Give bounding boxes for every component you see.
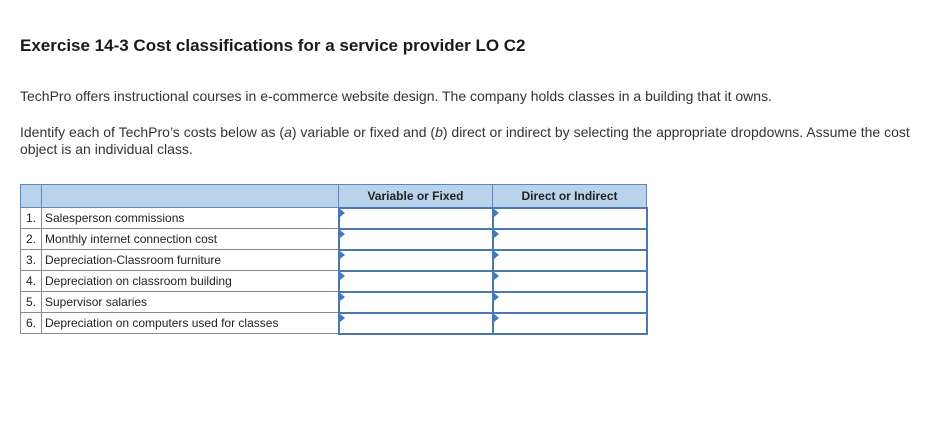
direct-or-indirect-dropdown[interactable] xyxy=(493,229,647,250)
instructions-a: a xyxy=(284,124,292,140)
header-num xyxy=(21,185,42,208)
cost-item-label: Salesperson commissions xyxy=(42,208,339,229)
cost-classification-table xyxy=(20,184,648,335)
direct-or-indirect-dropdown[interactable] xyxy=(493,250,647,271)
cost-item-label: Depreciation on computers used for classes xyxy=(42,313,339,334)
variable-or-fixed-dropdown[interactable] xyxy=(339,250,493,271)
dropdown-marker-icon xyxy=(494,314,499,322)
cost-item-label: Monthly internet connection cost xyxy=(42,229,339,250)
variable-or-fixed-dropdown[interactable] xyxy=(339,292,493,313)
table-row xyxy=(21,292,647,313)
cost-item-label: Supervisor salaries xyxy=(42,292,339,313)
instructions-b: b xyxy=(435,124,443,140)
row-number: 5. xyxy=(21,292,42,313)
variable-or-fixed-dropdown[interactable] xyxy=(339,271,493,292)
dropdown-marker-icon xyxy=(494,251,499,259)
dropdown-marker-icon xyxy=(340,272,345,280)
header-direct-or-indirect: Direct or Indirect xyxy=(493,185,647,208)
dropdown-marker-icon xyxy=(340,314,345,322)
table-row xyxy=(21,250,647,271)
instructions-part2: ) variable or fixed and ( xyxy=(291,124,436,140)
header-variable-or-fixed: Variable or Fixed xyxy=(339,185,493,208)
intro-text: TechPro offers instructional courses in e-commerce website design. The company holds classes in a building that it owns. xyxy=(20,88,772,104)
variable-or-fixed-dropdown[interactable] xyxy=(339,229,493,250)
dropdown-marker-icon xyxy=(494,209,499,217)
direct-or-indirect-dropdown[interactable] xyxy=(493,271,647,292)
row-number: 2. xyxy=(21,229,42,250)
dropdown-marker-icon xyxy=(494,272,499,280)
dropdown-marker-icon xyxy=(340,251,345,259)
cost-item-label: Depreciation on classroom building xyxy=(42,271,339,292)
table-row xyxy=(21,271,647,292)
dropdown-marker-icon xyxy=(340,209,345,217)
instructions-part1: Identify each of TechPro’s costs below as ( xyxy=(20,124,285,140)
dropdown-marker-icon xyxy=(494,293,499,301)
dropdown-marker-icon xyxy=(340,293,345,301)
exercise-title: Exercise 14-3 Cost classifications for a service provider LO C2 xyxy=(20,36,526,55)
table-header-row xyxy=(21,185,647,208)
direct-or-indirect-dropdown[interactable] xyxy=(493,313,647,334)
cost-item-label: Depreciation-Classroom furniture xyxy=(42,250,339,271)
direct-or-indirect-dropdown[interactable] xyxy=(493,292,647,313)
dropdown-marker-icon xyxy=(340,230,345,238)
row-number: 6. xyxy=(21,313,42,334)
variable-or-fixed-dropdown[interactable] xyxy=(339,208,493,229)
table-row xyxy=(21,313,647,334)
instructions-part3: ) direct or indirect by selecting the appropriate dropdowns. Assume the cost object is an individual class. xyxy=(20,124,910,157)
header-item xyxy=(42,185,339,208)
table-row xyxy=(21,208,647,229)
row-number: 3. xyxy=(21,250,42,271)
row-number: 4. xyxy=(21,271,42,292)
row-number: 1. xyxy=(21,208,42,229)
instructions-text xyxy=(20,124,920,158)
direct-or-indirect-dropdown[interactable] xyxy=(493,208,647,229)
dropdown-marker-icon xyxy=(494,230,499,238)
variable-or-fixed-dropdown[interactable] xyxy=(339,313,493,334)
table-row xyxy=(21,229,647,250)
